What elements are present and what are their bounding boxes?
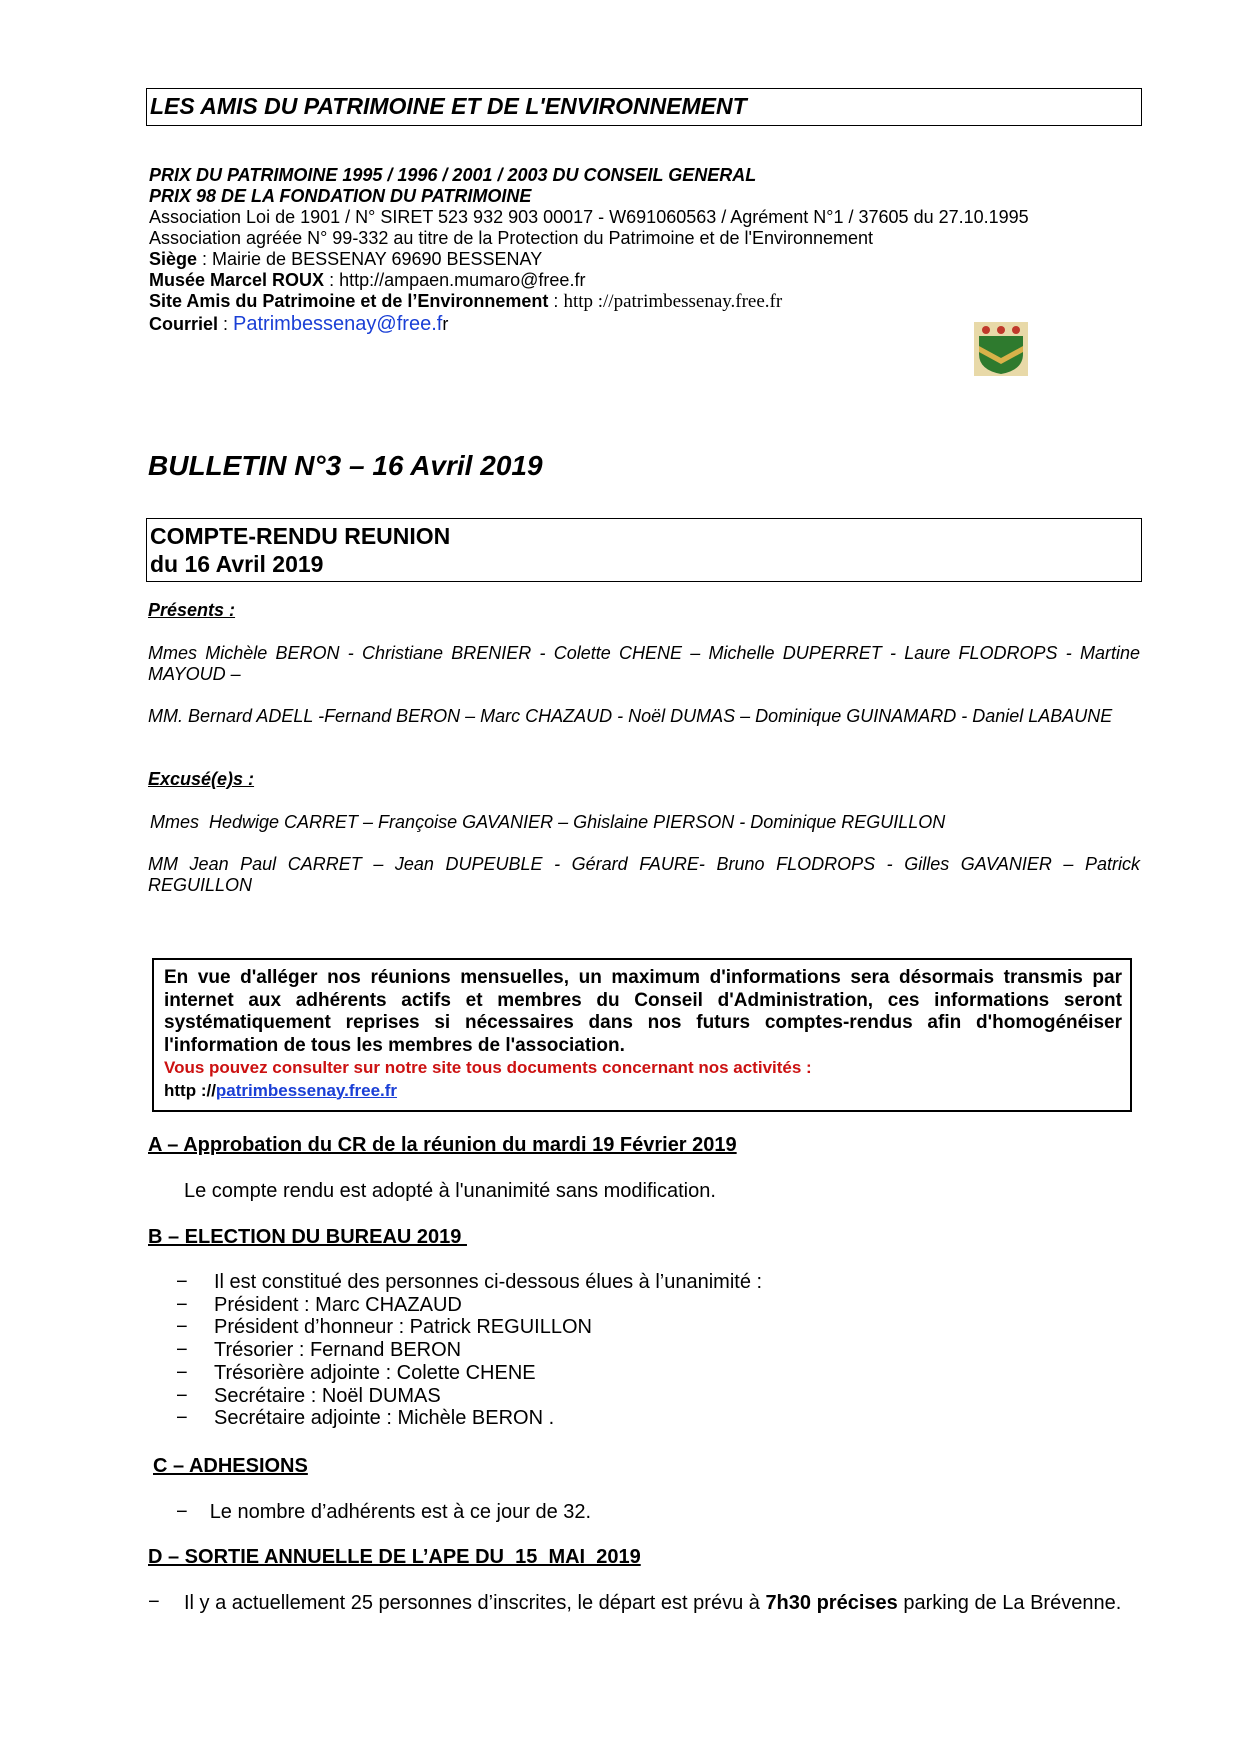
section-c-title: C – ADHESIONS: [153, 1455, 308, 1477]
info-notice-text: En vue d'alléger nos réunions mensuelles, un maximum d'informations sera désormais transmis par internet aux adhérents actifs et membres du Conseil d'Administration, ces informations seront systématiquement reprises si nécessaires dans nos futurs comptes-rendus afin d'homogénéiser l'information de tous les membres de l'association.: [164, 967, 1122, 1056]
dash-glyph: −: [176, 1501, 188, 1523]
excuses-mmes: Mmes Hedwige CARRET – Françoise GAVANIER – Ghislaine PIERSON - Dominique REGUILLON: [150, 812, 946, 832]
musee-line: [149, 270, 585, 291]
list-item: − Secrétaire adjointe : Michèle BERON .: [176, 1407, 762, 1430]
site-url[interactable]: http ://patrimbessenay.free.fr: [563, 291, 783, 312]
site-link[interactable]: patrimbessenay.free.fr: [215, 1080, 398, 1100]
presents-heading: Présents :: [148, 600, 236, 620]
compte-rendu-date: du 16 Avril 2019: [150, 551, 324, 577]
dash-glyph: −: [148, 1591, 160, 1613]
courriel-line: [149, 314, 448, 335]
list-item: − Il est constitué des personnes ci-dessous élues à l’unanimité :: [176, 1271, 762, 1294]
list-item: − Trésorière adjointe : Colette CHENE: [176, 1362, 762, 1385]
section-c-item: [176, 1501, 591, 1524]
info-url-prefix: http ://: [164, 1080, 216, 1100]
siege-label: Siège: [149, 249, 198, 269]
excuses-mm: MM Jean Paul CARRET – Jean DUPEUBLE - Gérard FAURE- Bruno FLODROPS - Gilles GAVANIER – Patrick REGUILLON: [148, 854, 1140, 895]
bulletin-title: BULLETIN N°3 – 16 Avril 2019: [148, 450, 543, 481]
list-item: − Président : Marc CHAZAUD: [176, 1294, 762, 1317]
site-line: [149, 291, 782, 312]
list-item: − Secrétaire : Noël DUMAS: [176, 1385, 762, 1408]
courriel-label: Courriel: [149, 314, 219, 334]
section-c-text: Le nombre d’adhérents est à ce jour de 32.: [209, 1501, 592, 1523]
section-b-title: B – ELECTION DU BUREAU 2019: [148, 1226, 467, 1248]
section-d-title: D – SORTIE ANNUELLE DE L’APE DU 15 MAI 2019: [148, 1546, 641, 1568]
courriel-sep: :: [218, 314, 234, 334]
coat-of-arms-icon: [974, 322, 1028, 376]
musee-value: : http://ampaen.mumaro@free.fr: [324, 270, 586, 290]
list-item: − Trésorier : Fernand BERON: [176, 1339, 762, 1362]
compte-rendu-title: COMPTE-RENDU REUNION: [150, 523, 451, 549]
org-title: LES AMIS DU PATRIMOINE ET DE L'ENVIRONNEMENT: [150, 93, 747, 119]
section-d-text-bold: 7h30 précises: [765, 1592, 898, 1614]
musee-label: Musée Marcel ROUX: [149, 270, 325, 290]
courriel-tail: r: [442, 314, 449, 334]
site-sep: :: [548, 291, 564, 311]
courriel-link[interactable]: Patrimbessenay@free.f: [233, 313, 443, 335]
info-notice-red: Vous pouvez consulter sur notre site tous documents concernant nos activités :: [164, 1058, 812, 1077]
site-label: Site Amis du Patrimoine et de l’Environnement: [149, 291, 549, 311]
presents-mmes: Mmes Michèle BERON - Christiane BRENIER - Colette CHENE – Michelle DUPERRET - Laure FLODROPS - Martine MAYOUD –: [148, 643, 1140, 684]
list-item: − Président d’honneur : Patrick REGUILLON: [176, 1316, 762, 1339]
section-a-text: Le compte rendu est adopté à l'unanimité sans modification.: [184, 1180, 716, 1202]
info-notice-url: [164, 1080, 1122, 1103]
section-d-text: [184, 1591, 1132, 1616]
section-a-title: A – Approbation du CR de la réunion du mardi 19 Février 2019: [148, 1134, 737, 1156]
siege-value: : Mairie de BESSENAY 69690 BESSENAY: [197, 249, 543, 269]
association-agreee: Association agréée N° 99-332 au titre de la Protection du Patrimoine et de l'Environnement: [149, 228, 874, 248]
presents-mm: MM. Bernard ADELL -Fernand BERON – Marc CHAZAUD - Noël DUMAS – Dominique GUINAMARD - Daniel LABAUNE: [148, 706, 1113, 726]
association-loi: Association Loi de 1901 / N° SIRET 523 932 903 00017 - W691060563 / Agrément N°1 / 37605 du 27.10.1995: [149, 207, 1029, 227]
section-d-text-before: Il y a actuellement 25 personnes d’inscrites, le départ est prévu à: [184, 1592, 766, 1614]
section-d-text-after: parking de La Brévenne.: [897, 1592, 1122, 1614]
excuses-heading: Excusé(e)s :: [148, 769, 255, 789]
prix-line-1: PRIX DU PATRIMOINE 1995 / 1996 / 2001 / 2003 DU CONSEIL GENERAL: [149, 165, 757, 185]
siege-line: [149, 249, 542, 270]
info-notice: [164, 967, 1122, 1102]
prix-line-2: PRIX 98 DE LA FONDATION DU PATRIMOINE: [149, 186, 532, 206]
bureau-list: [176, 1271, 762, 1430]
